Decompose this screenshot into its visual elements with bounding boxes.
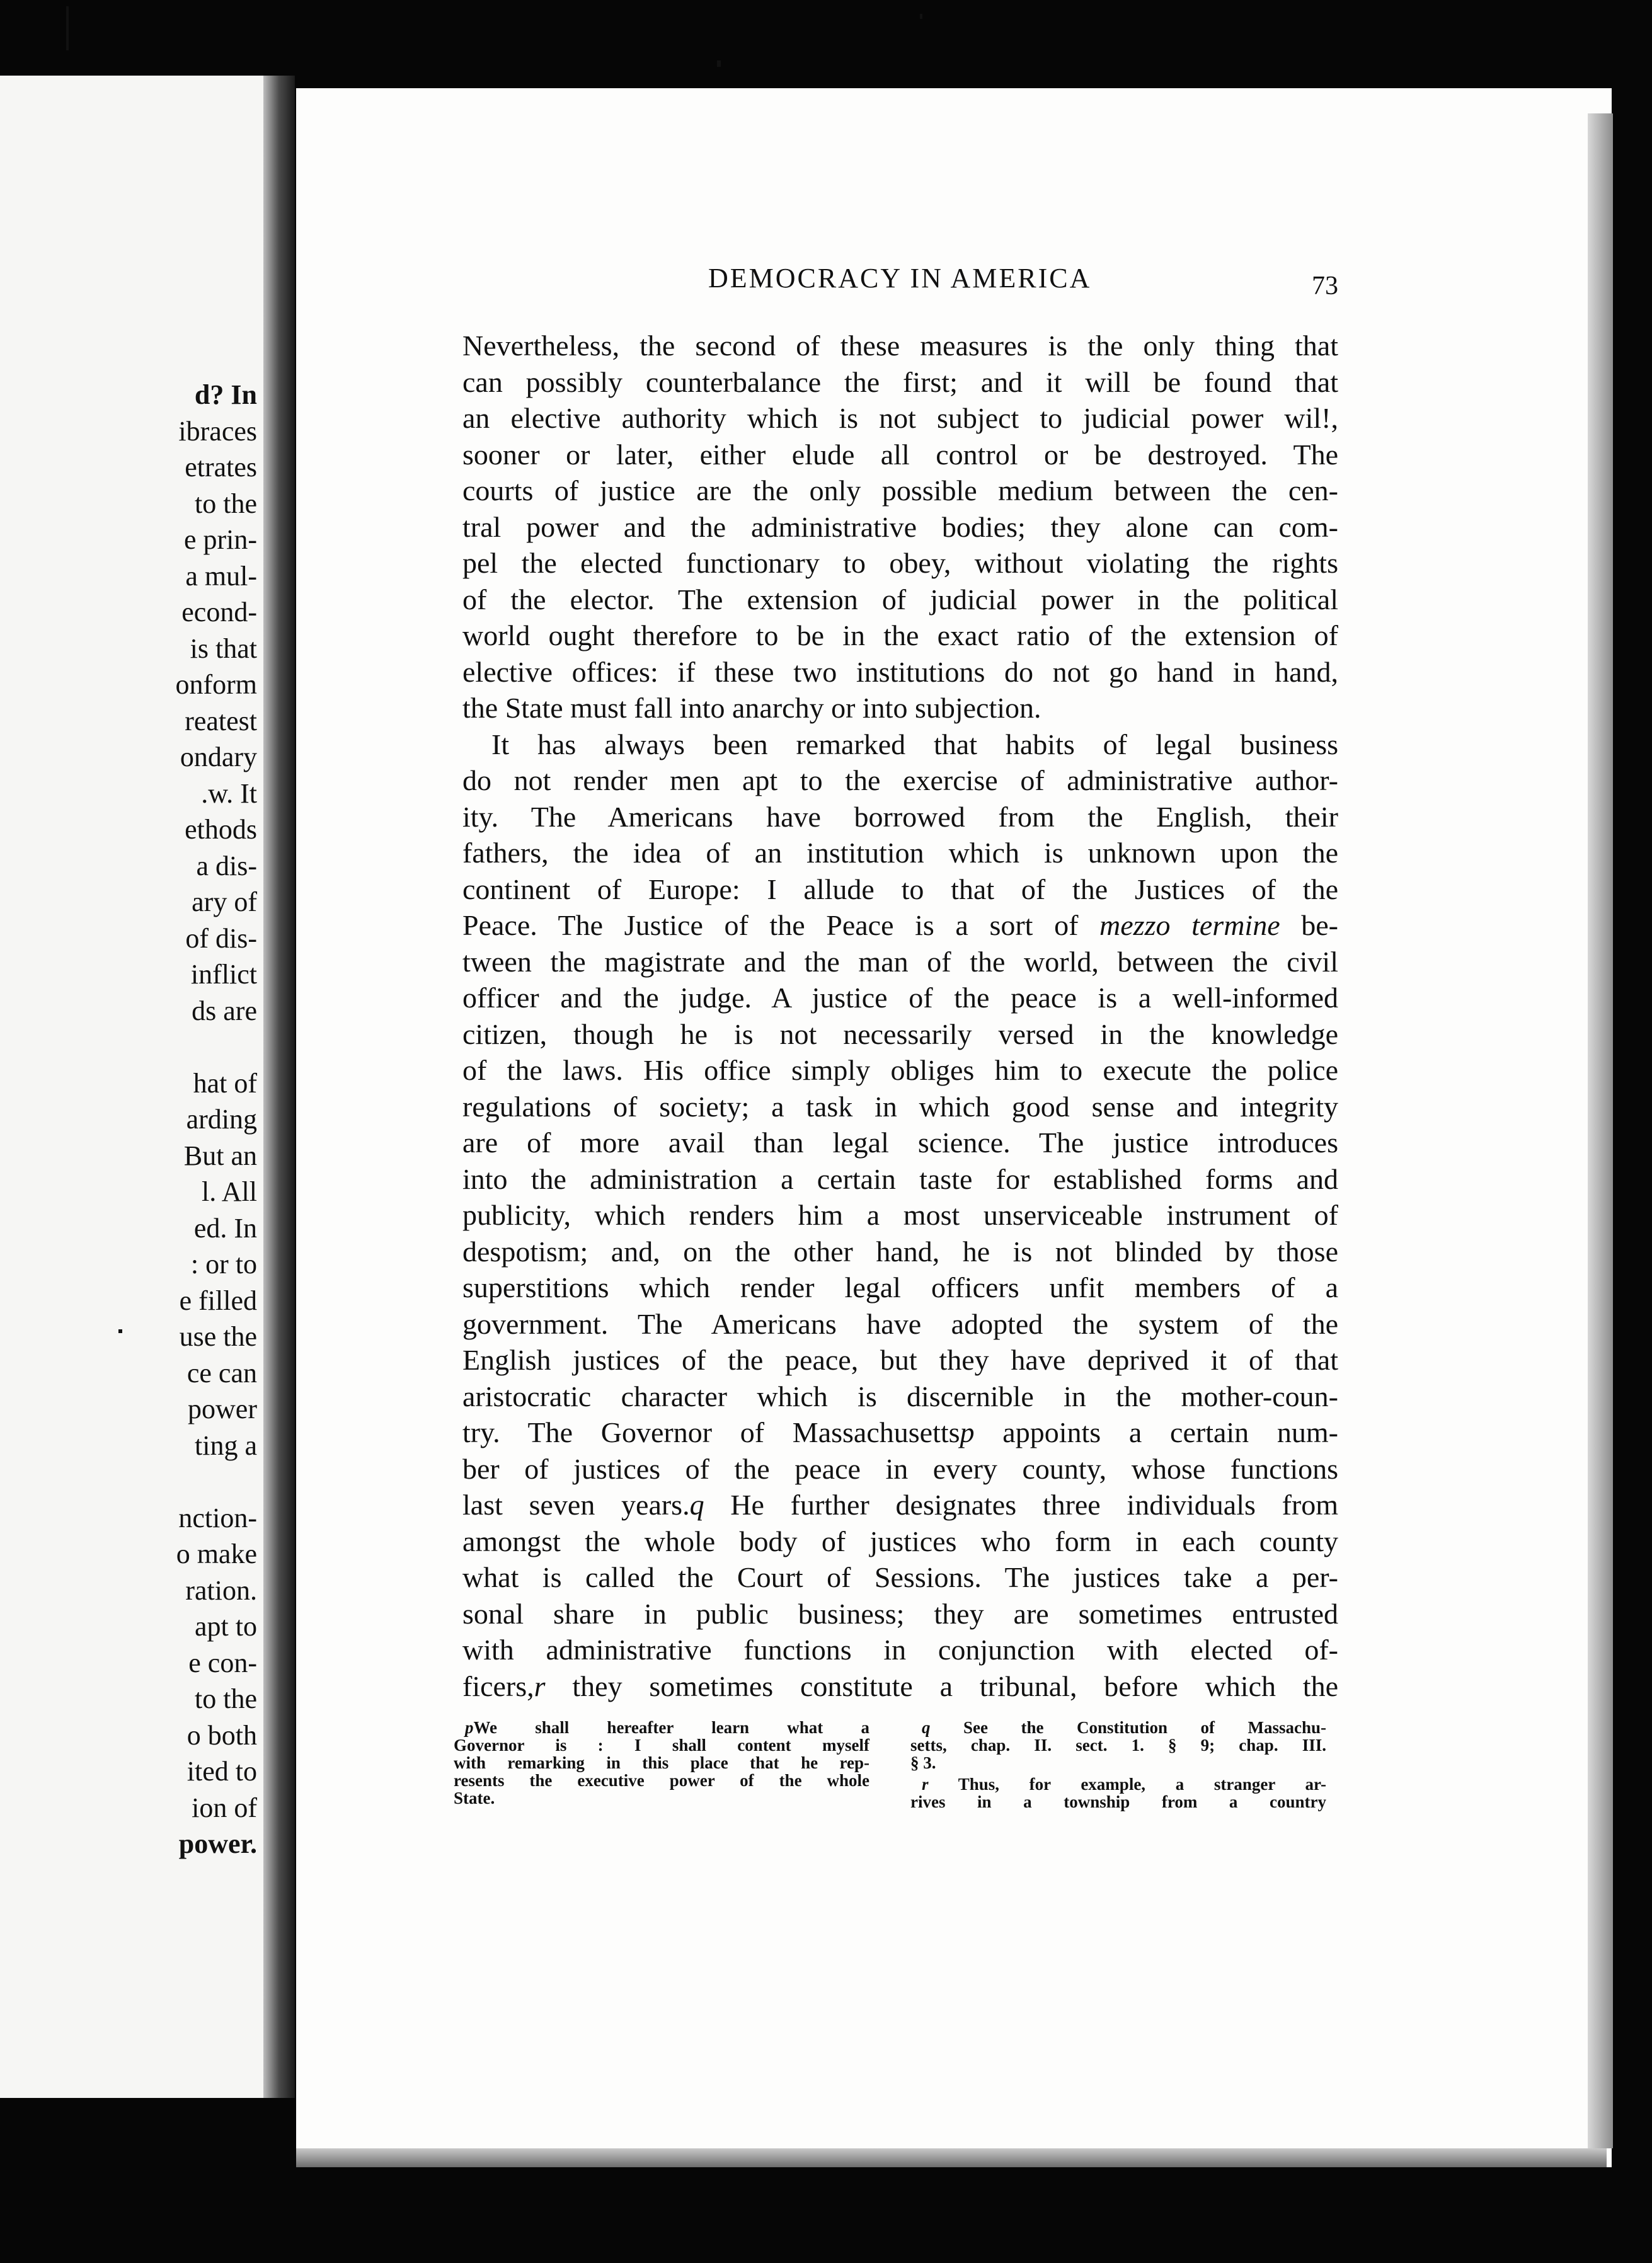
left-line: a dis- xyxy=(196,850,257,881)
text-line: officer and the judge. A justice of the peace is a well-informed xyxy=(462,982,1338,1014)
text-line: do not render men apt to the exercise of administrative author- xyxy=(462,764,1338,796)
text-segment: appoints a certain num- xyxy=(1002,1416,1338,1448)
footnote-marker: q xyxy=(922,1718,931,1737)
left-line: o make xyxy=(176,1538,257,1569)
left-line: hat of xyxy=(193,1067,257,1099)
text-line: ity. The Americans have borrowed from the English, their xyxy=(462,800,1338,833)
footnote-text: Thus, for example, a stranger ar- xyxy=(958,1775,1327,1794)
left-line: ce can xyxy=(186,1357,257,1389)
footnote-ref-p: p xyxy=(960,1416,975,1448)
left-line: arding xyxy=(186,1104,257,1135)
text-line: publicity, which renders him a most unserviceable instrument of xyxy=(462,1199,1338,1231)
italic-phrase: mezzo termine xyxy=(1099,909,1280,941)
text-line: elective offices: if these two institutions do not go hand in hand, xyxy=(462,655,1338,688)
left-line: ed. In xyxy=(193,1212,257,1244)
footnote-line: § 3. xyxy=(910,1753,936,1772)
text-line: ber of justices of the peace in every county, whose functions xyxy=(462,1452,1338,1485)
page-number: 73 xyxy=(1312,272,1338,301)
text-line: citizen, though he is not necessarily versed in the knowledge xyxy=(462,1017,1338,1050)
footnote-line xyxy=(454,1719,869,1736)
left-line: But an xyxy=(183,1140,257,1171)
text-segment: He further designates three individuals from xyxy=(730,1489,1338,1521)
left-line: nction- xyxy=(178,1502,257,1533)
left-line: e prin- xyxy=(183,524,257,555)
left-line: to the xyxy=(195,488,257,519)
footnote-line: setts, chap. II. sect. 1. § 9; chap. III. xyxy=(910,1736,1326,1755)
text-line: aristocratic character which is discernible in the mother-coun- xyxy=(462,1380,1338,1412)
left-line: o both xyxy=(186,1719,257,1751)
text-line: tral power and the administrative bodies; they alone can com- xyxy=(462,510,1338,543)
left-page xyxy=(0,76,263,2098)
left-line: l. All xyxy=(201,1176,257,1207)
footnote-p xyxy=(454,1719,869,1807)
left-line: is that xyxy=(190,633,257,664)
text-line xyxy=(462,1668,1338,1705)
footnote-line: resents the executive power of the whole xyxy=(454,1771,869,1790)
text-segment: be- xyxy=(1301,909,1338,941)
left-line: apt to xyxy=(195,1611,257,1642)
left-line: ting a xyxy=(195,1429,257,1461)
left-line xyxy=(175,1464,257,1500)
text-line: of the elector. The extension of judicial power in the political xyxy=(462,583,1338,616)
text-line: government. The Americans have adopted the system of the xyxy=(462,1307,1338,1340)
text-line: the State must fall into anarchy or into subjection. xyxy=(462,692,1041,724)
book-gutter xyxy=(263,76,295,2098)
footnote-text: We shall hereafter learn what a xyxy=(473,1718,869,1737)
text-line: pel the elected functionary to obey, without violating the rights xyxy=(462,547,1338,579)
text-line: an elective authority which is not subject to judicial power wil!, xyxy=(462,402,1338,434)
left-line: d? In xyxy=(194,379,257,410)
page-edge xyxy=(1588,113,1613,2148)
text-segment: last seven years. xyxy=(462,1489,690,1521)
text-line: Nevertheless, the second of these measures is the only thing that xyxy=(462,329,1338,362)
text-line: courts of justice are the only possible medium between the cen- xyxy=(462,474,1338,507)
left-line: power xyxy=(188,1394,257,1424)
text-line: regulations of society; a task in which good sense and integrity xyxy=(462,1090,1338,1123)
text-line xyxy=(462,1487,1338,1523)
text-line: into the administration a certain taste for established forms and xyxy=(462,1162,1338,1195)
left-line: ion of xyxy=(192,1792,257,1823)
text-line: continent of Europe: I allude to that of the Justices of the xyxy=(462,873,1338,905)
left-line: e con- xyxy=(188,1647,257,1678)
text-line: sooner or later, either elude all control or be destroyed. The xyxy=(462,438,1338,471)
left-line: of dis- xyxy=(185,922,257,954)
left-line: use the xyxy=(179,1321,257,1352)
left-line: inflict xyxy=(190,959,257,990)
left-page-text xyxy=(175,377,257,1862)
text-line: fathers, the idea of an institution which is unknown upon the xyxy=(462,837,1338,869)
footnote-q-r xyxy=(910,1719,1326,1811)
left-line: power. xyxy=(178,1828,257,1859)
left-line: etrates xyxy=(185,452,257,483)
scan-speck xyxy=(118,1329,122,1333)
text-segment: they sometimes constitute a tribunal, before which the xyxy=(572,1670,1339,1702)
left-line: .w. It xyxy=(201,777,257,809)
footnote-marker: p xyxy=(465,1718,474,1737)
left-line: ibraces xyxy=(178,415,257,447)
text-line: what is called the Court of Sessions. The justices take a per- xyxy=(462,1561,1338,1593)
footnote-line: Governor is : I shall content myself xyxy=(454,1736,869,1755)
text-line: English justices of the peace, but they have deprived it of that xyxy=(462,1344,1338,1376)
text-line xyxy=(462,907,1338,944)
footnote-line: rives in a township from a country xyxy=(910,1792,1326,1811)
left-line: ds are xyxy=(192,995,257,1026)
text-line: amongst the whole body of justices who form in each county xyxy=(462,1525,1338,1557)
left-line: e filled xyxy=(179,1285,257,1316)
left-line: ethods xyxy=(185,814,257,845)
left-line: ary of xyxy=(192,886,257,917)
footnote-marker: r xyxy=(922,1775,929,1794)
left-line: : or to xyxy=(190,1249,257,1280)
left-line: ited to xyxy=(186,1756,257,1787)
text-line: tween the magistrate and the man of the world, between the civil xyxy=(462,945,1338,978)
text-line: despotism; and, on the other hand, he is not blinded by those xyxy=(462,1235,1338,1268)
text-line: are of more avail than legal science. The justice introduces xyxy=(462,1126,1338,1159)
left-line: ration. xyxy=(185,1574,257,1606)
left-line: reatest xyxy=(185,705,257,736)
left-line: a mul- xyxy=(185,560,257,592)
scan-speck xyxy=(920,14,922,19)
scan-speck xyxy=(717,60,721,67)
text-line xyxy=(462,1414,1338,1451)
footnote-text: See the Constitution of Massachu- xyxy=(963,1718,1326,1737)
left-line: to the xyxy=(195,1683,257,1714)
left-line: econd- xyxy=(181,597,257,627)
footnote-line xyxy=(910,1719,1326,1736)
text-line: sonal share in public business; they are sometimes entrusted xyxy=(462,1597,1338,1630)
text-line: superstitions which render legal officers unfit members of a xyxy=(462,1271,1338,1303)
text-line: with administrative functions in conjunction with elected of- xyxy=(462,1634,1338,1666)
scan-speck xyxy=(66,6,69,50)
text-segment: Peace. The Justice of the Peace is a sort of xyxy=(462,909,1079,941)
footnote-line: with remarking in this place that he rep- xyxy=(454,1753,869,1772)
text-segment: ficers, xyxy=(462,1670,534,1702)
text-line: can possibly counterbalance the first; and it will be found that xyxy=(462,365,1338,398)
footnote-line xyxy=(910,1775,1326,1793)
footnote-ref-r: r xyxy=(534,1670,546,1702)
text-segment: try. The Governor of Massachusetts xyxy=(462,1416,960,1448)
page-edge-bottom xyxy=(296,2148,1607,2167)
body-text xyxy=(462,328,1338,1704)
footnote-line: State. xyxy=(454,1789,495,1808)
text-line: world ought therefore to be in the exact ratio of the extension of xyxy=(462,619,1338,651)
left-line: onform xyxy=(175,669,257,700)
text-line: It has always been remarked that habits of legal business xyxy=(491,728,1338,760)
footnote-ref-q: q xyxy=(689,1489,704,1521)
running-head: DEMOCRACY IN AMERICA xyxy=(708,263,1092,294)
text-line: of the laws. His office simply obliges him to execute the police xyxy=(462,1054,1338,1086)
left-line: ondary xyxy=(180,742,257,772)
left-line xyxy=(175,1029,257,1065)
